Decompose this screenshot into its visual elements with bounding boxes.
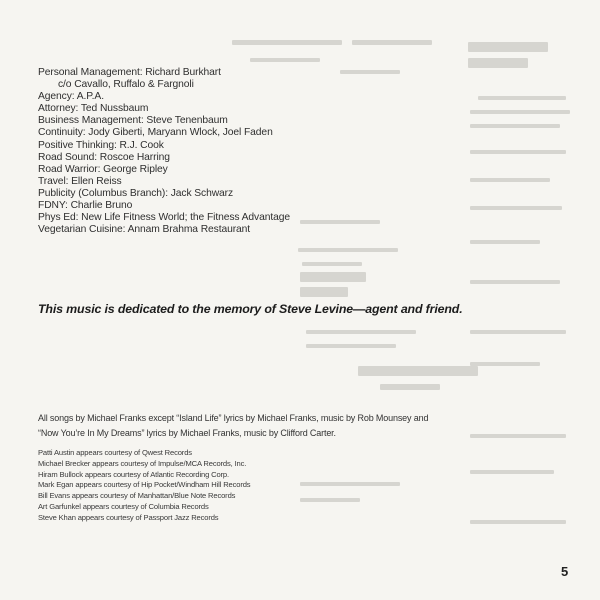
appearance-line: Michael Brecker appears courtesy of Impulse/MCA Records, Inc. — [38, 458, 247, 468]
appearance-line: Hiram Bullock appears courtesy of Atlantic Recording Corp. — [38, 469, 229, 479]
dedication: This music is dedicated to the memory of Steve Levine—agent and friend. — [38, 302, 463, 316]
credit-line: Positive Thinking: R.J. Cook — [38, 139, 164, 151]
appearance-line: Patti Austin appears courtesy of Qwest Records — [38, 448, 192, 457]
songwriting-note-line: “Now You’re In My Dreams” lyrics by Michael Franks, music by Clifford Carter. — [38, 427, 336, 438]
credit-line: c/o Cavallo, Ruffalo & Fargnoli — [58, 79, 194, 91]
credit-line: Phys Ed: New Life Fitness World; the Fitness Advantage — [38, 212, 290, 224]
appearance-line: Art Garfunkel appears courtesy of Columbia Records — [38, 501, 209, 511]
credit-line: Personal Management: Richard Burkhart — [38, 67, 221, 78]
credit-line: Road Warrior: George Ripley — [38, 163, 168, 175]
credit-line: Travel: Ellen Reiss — [38, 175, 122, 187]
songwriting-note — [38, 411, 568, 440]
credit-line: Continuity: Jody Giberti, Maryann Wlock, Joel Faden — [38, 127, 273, 139]
appearance-line: Steve Khan appears courtesy of Passport Jazz Records — [38, 512, 219, 522]
credit-line: Attorney: Ted Nussbaum — [38, 103, 149, 115]
appearance-line: Bill Evans appears courtesy of Manhattan/Blue Note Records — [38, 491, 236, 501]
credit-line: Agency: A.P.A. — [38, 91, 104, 103]
page-number: 5 — [561, 564, 569, 579]
credit-line: Road Sound: Roscoe Harring — [38, 151, 170, 163]
songwriting-note-line: All songs by Michael Franks except “Island Life” lyrics by Michael Franks, music by Rob Mounsey and — [38, 413, 429, 423]
appearance-line: Mark Egan appears courtesy of Hip Pocket/Windham Hill Records — [38, 480, 251, 490]
credit-line: FDNY: Charlie Bruno — [38, 200, 133, 212]
credits-list — [38, 67, 290, 236]
credit-line: Publicity (Columbus Branch): Jack Schwarz — [38, 187, 234, 199]
credit-line: Business Management: Steve Tenenbaum — [38, 115, 228, 127]
credit-line: Vegetarian Cuisine: Annam Brahma Restaurant — [38, 224, 251, 236]
appearances-list — [38, 448, 250, 524]
